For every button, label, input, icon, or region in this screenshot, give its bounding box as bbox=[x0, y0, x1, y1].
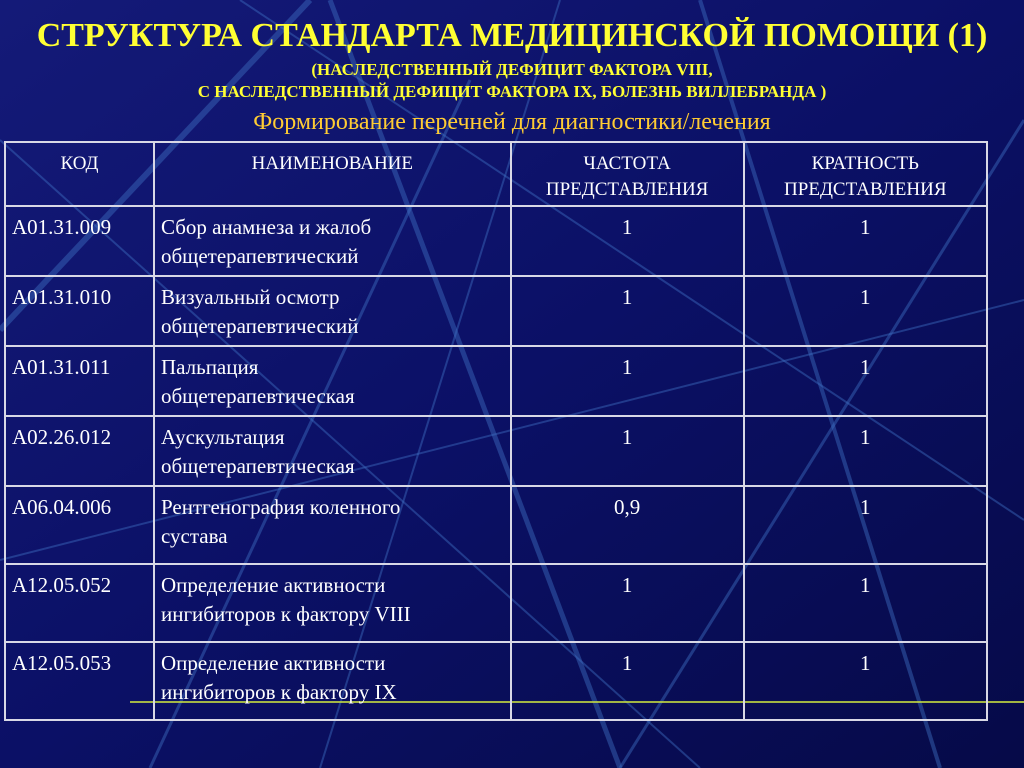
cell-code: А01.31.010 bbox=[5, 276, 154, 346]
cell-name-line1: Аускультация bbox=[160, 425, 285, 449]
cell-name-line2: сустава bbox=[160, 524, 228, 548]
cell-name bbox=[154, 416, 511, 486]
slide-subtitle-line2: С НАСЛЕДСТВЕННЫЙ ДЕФИЦИТ ФАКТОРА IX, БОЛЕЗНЬ ВИЛЛЕБРАНДА ) bbox=[197, 82, 827, 101]
cell-multiplicity: 1 bbox=[744, 276, 987, 346]
cell-name-line1: Определение активности bbox=[160, 651, 386, 675]
cell-name-line1: Сбор анамнеза и жалоб bbox=[160, 215, 372, 239]
table-header-row bbox=[5, 142, 987, 206]
cell-frequency: 1 bbox=[511, 346, 744, 416]
cell-frequency: 1 bbox=[511, 416, 744, 486]
header-frequency-line2: ПРЕДСТАВЛЕНИЯ bbox=[545, 179, 709, 200]
cell-multiplicity: 1 bbox=[744, 642, 987, 720]
cell-frequency: 0,9 bbox=[511, 486, 744, 564]
standard-table bbox=[4, 141, 988, 721]
table-row bbox=[5, 276, 987, 346]
slide-title: СТРУКТУРА СТАНДАРТА МЕДИЦИНСКОЙ ПОМОЩИ (1) bbox=[36, 17, 988, 54]
cell-multiplicity: 1 bbox=[744, 346, 987, 416]
cell-name bbox=[154, 642, 511, 720]
header-multiplicity bbox=[744, 142, 987, 206]
table-row bbox=[5, 486, 987, 564]
cell-name bbox=[154, 564, 511, 642]
cell-name bbox=[154, 206, 511, 276]
cell-code: А12.05.052 bbox=[5, 564, 154, 642]
slide-subtitle-line1: (НАСЛЕДСТВЕННЫЙ ДЕФИЦИТ ФАКТОРА VIII, bbox=[311, 60, 713, 79]
table-row bbox=[5, 346, 987, 416]
cell-frequency: 1 bbox=[511, 206, 744, 276]
cell-name-line2: общетерапевтический bbox=[160, 314, 359, 338]
cell-code: А01.31.009 bbox=[5, 206, 154, 276]
cell-name bbox=[154, 276, 511, 346]
header-frequency bbox=[511, 142, 744, 206]
cell-name-line2: общетерапевтическая bbox=[160, 454, 355, 478]
cell-frequency: 1 bbox=[511, 642, 744, 720]
cell-frequency: 1 bbox=[511, 564, 744, 642]
cell-multiplicity: 1 bbox=[744, 416, 987, 486]
cell-name-line2: ингибиторов к фактору VIII bbox=[160, 602, 411, 626]
cell-multiplicity: 1 bbox=[744, 486, 987, 564]
cell-code: А12.05.053 bbox=[5, 642, 154, 720]
table-row bbox=[5, 416, 987, 486]
cell-name-line2: общетерапевтическая bbox=[160, 384, 355, 408]
cell-frequency: 1 bbox=[511, 276, 744, 346]
cell-name-line1: Пальпация bbox=[160, 355, 259, 379]
cell-name-line1: Визуальный осмотр bbox=[160, 285, 340, 309]
cell-code: А02.26.012 bbox=[5, 416, 154, 486]
cell-name-line2: ингибиторов к фактору IX bbox=[160, 680, 397, 704]
cell-name-line2: общетерапевтический bbox=[160, 244, 359, 268]
header-frequency-line1: ЧАСТОТА bbox=[583, 153, 671, 174]
table-row bbox=[5, 642, 987, 720]
slide-heading: Формирование перечней для диагностики/лечения bbox=[253, 109, 771, 135]
cell-name-line1: Рентгенография коленного bbox=[160, 495, 401, 519]
cell-name bbox=[154, 346, 511, 416]
table-row bbox=[5, 564, 987, 642]
cell-name bbox=[154, 486, 511, 564]
cell-code: А01.31.011 bbox=[5, 346, 154, 416]
cell-multiplicity: 1 bbox=[744, 564, 987, 642]
cell-code: А06.04.006 bbox=[5, 486, 154, 564]
header-name: НАИМЕНОВАНИЕ bbox=[154, 142, 511, 206]
table-row bbox=[5, 206, 987, 276]
cell-multiplicity: 1 bbox=[744, 206, 987, 276]
cell-name-line1: Определение активности bbox=[160, 573, 386, 597]
header-multiplicity-line1: КРАТНОСТЬ bbox=[811, 153, 919, 174]
header-multiplicity-line2: ПРЕДСТАВЛЕНИЯ bbox=[784, 179, 947, 200]
header-code: КОД bbox=[5, 142, 154, 206]
